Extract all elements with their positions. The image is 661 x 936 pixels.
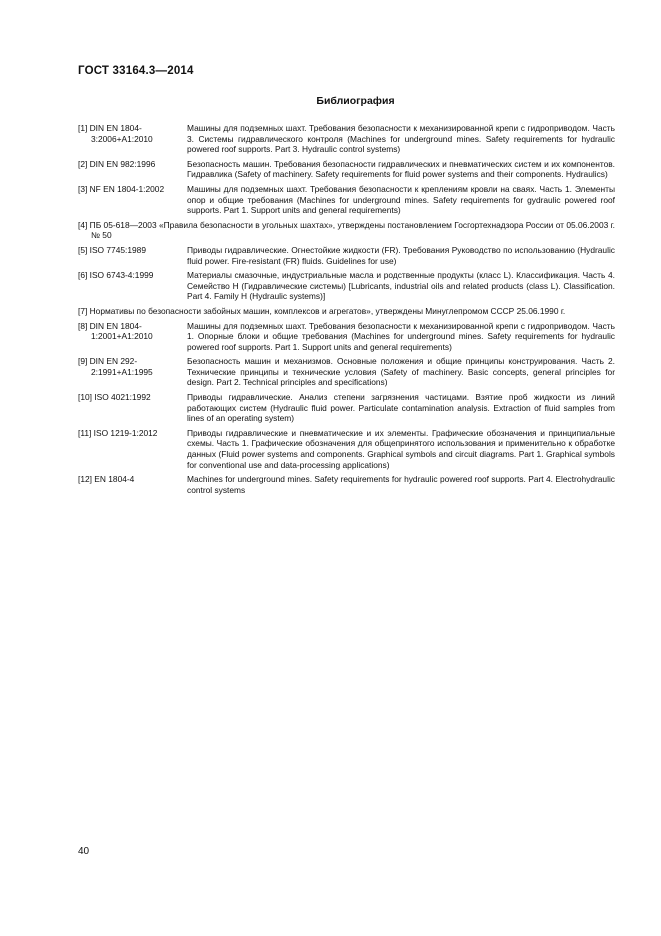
entry-reference: [12] EN 1804-4 xyxy=(78,474,135,485)
entry-description: Machines for underground mines. Safety requirements for hydraulic powered roof supports. Part 4. Electrohydraulic control systems xyxy=(187,474,615,495)
bibliography-entry-9 xyxy=(78,356,615,388)
bibliography-entry-10 xyxy=(78,392,615,424)
entry-reference: [3] NF EN 1804-1:2002 xyxy=(78,183,165,194)
bibliography-entry-3 xyxy=(78,184,615,216)
entry-description: Машины для подземных шахт. Требования безопасности к креплениям кровли на сваях. Часть 1. Элементы опор и общие требования (Machines for underground mines. Safety requirements for gydraulic powered roof supports. Part 1. Support units and general requirements) xyxy=(187,183,615,216)
bibliography-entry-11 xyxy=(78,428,615,470)
entry-reference: [6] ISO 6743-4:1999 xyxy=(78,270,154,281)
entry-reference: [8] DIN EN 1804-1:2001+A1:2010 xyxy=(78,320,153,342)
bibliography-entry-12 xyxy=(78,474,615,495)
entry-description: Материалы смазочные, индустриальные масла и родственные продукты (класс L). Классификация. Часть 4. Семейство Н (Гидравлические системы) [Lubricants, industrial oils and related products (class L). Classification. Part 4. Family H (Hydraulic systems)] xyxy=(187,270,615,302)
entry-reference: [2] DIN EN 982:1996 xyxy=(78,158,156,169)
entry-description: Машины для подземных шахт. Требования безопасности к механизированной крепи с гидроприводом. Часть 1. Опорные блоки и общие требования (Machines for underground mines. Safety requirements for hydraulic powered roof supports. Part 1. Support units and general requirements) xyxy=(187,320,615,352)
bibliography-entry-1 xyxy=(78,123,615,155)
page-number: 40 xyxy=(78,846,90,857)
bibliography-entry-7: [7] Нормативы по безопасности забойных машин, комплексов и агрегатов», утверждены Минуглепромом СССР 25.06.1990 г. xyxy=(78,305,566,316)
entry-reference: [11] ISO 1219-1:2012 xyxy=(78,427,158,438)
bibliography-entry-5 xyxy=(78,245,615,266)
bibliography-entry-8 xyxy=(78,321,615,353)
entry-reference: [1] DIN EN 1804-3:2006+A1:2010 xyxy=(78,123,153,144)
section-title: Библиография xyxy=(316,95,395,107)
entry-description: Приводы гидравлические и пневматические и их элементы. Графические обозначения и принципиальные схемы. Часть 1. Графические обозначения для общепринятого использования и применительно к обработке данных (Fluid power systems and components. Graphical symbols and circuit diagrams. Part 1. Graphical symbols for conventional use and data-processing applications) xyxy=(187,427,615,470)
entry-reference: [10] ISO 4021:1992 xyxy=(78,392,151,403)
entry-description: Безопасность машин. Требования безопасности гидравлических и пневматических систем и их компонентов. Гидравлика (Safety of machinery. Safety requirements for fluid power systems and their components. Hydraulics) xyxy=(187,158,615,180)
entry-description: Безопасность машин и механизмов. Основные положения и общие принципы конструирования. Часть 2. Технические принципы и технические условия (Safety of machinery. Basic concepts, general principles for design. Part 2. Technical principles and specifications) xyxy=(187,356,615,388)
entry-reference: [9] DIN EN 292-2:1991+A1:1995 xyxy=(78,356,153,377)
entry-reference: [5] ISO 7745:1989 xyxy=(78,244,146,255)
bibliography-list xyxy=(78,123,615,499)
entry-description: Приводы гидравлические. Анализ степени загрязнения частицами. Взятие проб жидкости из линий работающих систем (Hydraulic fluid power. Particulate contamination analysis. Extraction of fluid samples from lines of an operating system) xyxy=(187,392,615,424)
bibliography-entry-6 xyxy=(78,270,615,302)
entry-description: Приводы гидравлические. Огнестойкие жидкости (FR). Требования Руководство по использованию (Hydraulic fluid power. Fire-resistant (FR) fluids. Guidelines for use) xyxy=(187,244,615,266)
entry-description: Машины для подземных шахт. Требования безопасности к механизированной крепи с гидроприводом. Часть 3. Системы гидравлического контроля (Machines for underground mines. Safety requirements for hydraulic powered roof supports. Part 3. Hydraulic control systems) xyxy=(187,123,615,155)
document-code-header: ГОСТ 33164.3—2014 xyxy=(78,65,194,77)
bibliography-entry-4: [4] ПБ 05-618—2003 «Правила безопасности в угольных шахтах», утверждены постановлением Госгортехнадзора России от 05.06.2003 г. № 50 xyxy=(78,219,615,241)
bibliography-entry-2 xyxy=(78,159,615,180)
